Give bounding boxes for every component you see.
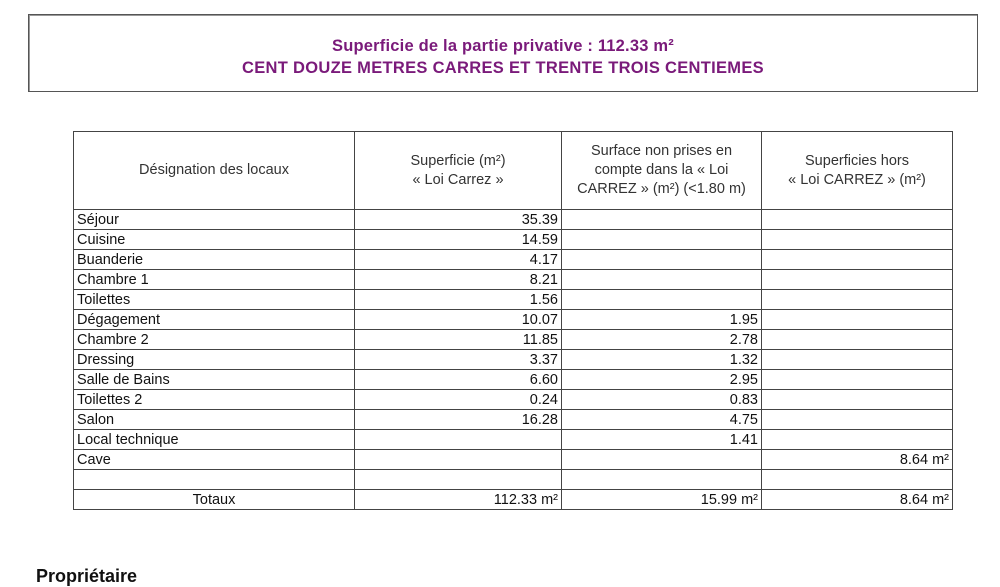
room-name-cell: Local technique	[74, 430, 355, 450]
room-name-cell: Chambre 1	[74, 270, 355, 290]
area-cell: 10.07	[355, 310, 562, 330]
room-name-cell: Cuisine	[74, 230, 355, 250]
area-cell	[562, 450, 762, 470]
empty-cell	[74, 470, 355, 490]
room-name-cell: Salon	[74, 410, 355, 430]
area-cell	[762, 430, 953, 450]
empty-cell	[355, 470, 562, 490]
area-cell: 1.41	[562, 430, 762, 450]
area-cell	[562, 270, 762, 290]
room-name-cell: Toilettes 2	[74, 390, 355, 410]
table-row	[74, 370, 953, 390]
table-row	[74, 350, 953, 370]
area-cell	[562, 290, 762, 310]
table-row	[74, 330, 953, 350]
table-row	[74, 250, 953, 270]
total-value: 15.99 m²	[562, 490, 762, 510]
area-cell	[562, 230, 762, 250]
area-cell: 4.17	[355, 250, 562, 270]
area-cell	[762, 250, 953, 270]
table-row	[74, 390, 953, 410]
area-cell: 2.78	[562, 330, 762, 350]
total-value: 112.33 m²	[355, 490, 562, 510]
area-cell: 2.95	[562, 370, 762, 390]
area-cell: 1.95	[562, 310, 762, 330]
area-cell	[762, 270, 953, 290]
area-cell	[762, 330, 953, 350]
empty-cell	[762, 470, 953, 490]
area-cell: 4.75	[562, 410, 762, 430]
table-row	[74, 430, 953, 450]
table-row	[74, 410, 953, 430]
area-cell	[762, 350, 953, 370]
area-cell: 16.28	[355, 410, 562, 430]
area-cell: 3.37	[355, 350, 562, 370]
table-body	[74, 210, 953, 510]
area-cell	[762, 370, 953, 390]
area-cell: 14.59	[355, 230, 562, 250]
table-row	[74, 270, 953, 290]
area-cell: 11.85	[355, 330, 562, 350]
surface-summary-title: Superficie de la partie privative : 112.33 m²	[332, 37, 674, 55]
room-name-cell: Dégagement	[74, 310, 355, 330]
area-cell	[762, 230, 953, 250]
room-name-cell: Chambre 2	[74, 330, 355, 350]
table-row	[74, 210, 953, 230]
area-cell: 1.56	[355, 290, 562, 310]
area-cell	[762, 410, 953, 430]
area-cell: 6.60	[355, 370, 562, 390]
surface-summary-banner	[28, 14, 978, 92]
area-cell	[762, 390, 953, 410]
empty-cell	[562, 470, 762, 490]
area-cell: 8.21	[355, 270, 562, 290]
table-row	[74, 310, 953, 330]
surface-table	[73, 131, 953, 510]
table-header-row	[74, 132, 953, 210]
header-outside-carrez: Superficies hors « Loi CARREZ » (m²)	[762, 132, 953, 210]
totals-row	[74, 490, 953, 510]
room-name-cell: Toilettes	[74, 290, 355, 310]
table-row	[74, 290, 953, 310]
header-designation: Désignation des locaux	[74, 132, 355, 210]
area-cell	[762, 210, 953, 230]
room-name-cell: Salle de Bains	[74, 370, 355, 390]
area-cell: 0.83	[562, 390, 762, 410]
area-cell	[355, 450, 562, 470]
total-value: 8.64 m²	[762, 490, 953, 510]
totals-label: Totaux	[74, 490, 355, 510]
area-cell	[355, 430, 562, 450]
header-excluded: Surface non prises en compte dans la « Loi CARREZ » (m²) (<1.80 m)	[562, 132, 762, 210]
area-cell: 0.24	[355, 390, 562, 410]
room-name-cell: Buanderie	[74, 250, 355, 270]
room-name-cell: Cave	[74, 450, 355, 470]
header-carrez: Superficie (m²) « Loi Carrez »	[355, 132, 562, 210]
surface-summary-words: CENT DOUZE METRES CARRES ET TRENTE TROIS CENTIEMES	[242, 59, 764, 77]
blank-row	[74, 470, 953, 490]
area-cell	[762, 310, 953, 330]
area-cell: 35.39	[355, 210, 562, 230]
area-cell	[762, 290, 953, 310]
room-name-cell: Dressing	[74, 350, 355, 370]
area-cell	[562, 250, 762, 270]
area-cell	[562, 210, 762, 230]
table-row	[74, 230, 953, 250]
area-cell: 1.32	[562, 350, 762, 370]
table-row	[74, 450, 953, 470]
area-cell: 8.64 m²	[762, 450, 953, 470]
owner-heading: Propriétaire	[36, 566, 138, 586]
room-name-cell: Séjour	[74, 210, 355, 230]
